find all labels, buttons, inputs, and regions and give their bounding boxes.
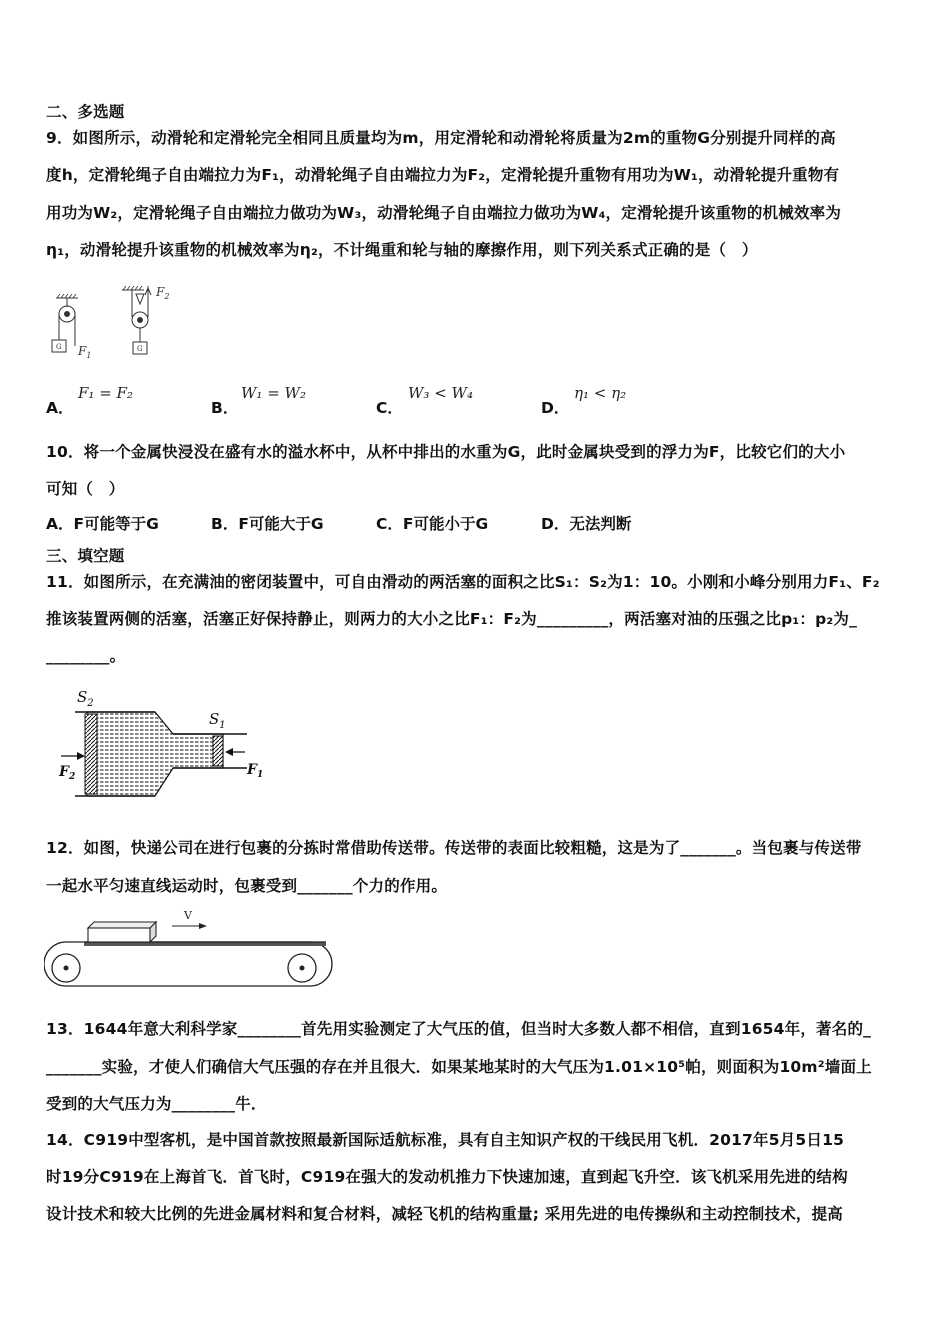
q9-option-c-formula: W₃ < W₄ (408, 384, 473, 402)
q11-force-label-f1: $F_1$ (247, 762, 264, 780)
q9-force-label-f1: $F_1$ (78, 344, 92, 360)
q9-option-d-letter: D． (541, 399, 570, 417)
q9-option-b-formula: W₁ = W₂ (241, 384, 306, 402)
q9-force-label-f2: $F_2$ (156, 285, 170, 301)
q11-force-label-f2: $F_2$ (59, 764, 76, 782)
q10-line-1: 10．将一个金属快浸没在盛有水的溢水杯中，从杯中排出的水重为G，此时金属块受到的浮力为F，比较它们的大小 (46, 443, 846, 461)
q12-conveyor-figure (44, 906, 334, 992)
q11-area-label-s1: $S_1$ (209, 710, 226, 731)
q9-line-1: 9．如图所示，动滑轮和定滑轮完全相同且质量均为m，用定滑轮和动滑轮将质量为2m的重物G分别提升同样的高 (46, 129, 836, 147)
q9-line-2: 度h，定滑轮绳子自由端拉力为F₁，动滑轮绳子自由端拉力为F₂，定滑轮提升重物有用功为W₁，动滑轮提升重物有 (46, 166, 840, 184)
q11-line-2: 推该装置两侧的活塞，活塞正好保持静止，则两力的大小之比F₁：F₂为_________，两活塞对油的压强之比p₁：p₂为_ (46, 610, 858, 628)
q12-line-1: 12．如图，快递公司在进行包裹的分拣时常借助传送带。传送带的表面比较粗糙，这是为了_______。当包裹与传送带 (46, 839, 862, 857)
movable-pulley-diagram (122, 286, 151, 354)
q9-line-3: 用功为W₂，定滑轮绳子自由端拉力做功为W₃，动滑轮绳子自由端拉力做功为W₄，定滑轮提升该重物的机械效率为 (46, 204, 842, 222)
q10-option-a[interactable]: A．F可能等于G (46, 515, 159, 533)
q9-option-d[interactable] (541, 396, 569, 418)
q9-pulley-figure (44, 282, 194, 362)
q9-option-b[interactable] (211, 396, 238, 418)
q13-line-3: 受到的大气压力为________牛． (46, 1095, 267, 1113)
q9-option-a-letter: A． (46, 399, 74, 417)
q9-option-a[interactable] (46, 396, 74, 418)
q11-line-3: ________。 (46, 647, 126, 665)
q12-line-2: 一起水平匀速直线运动时，包裹受到_______个力的作用。 (46, 877, 448, 895)
q10-option-d[interactable]: D．无法判断 (541, 515, 632, 533)
q14-line-1: 14．C919中型客机，是中国首款按照最新国际适航标准，具有自主知识产权的干线民用飞机．2017年5月5日15 (46, 1131, 845, 1149)
q9-weight-label-2: G (137, 345, 143, 353)
section-heading-multi-choice: 二、多选题 (46, 103, 125, 121)
q13-line-2: _______实验，才使人们确信大气压强的存在并且很大．如果某地某时的大气压为1.01×10⁵帕，则面积为10m²墙面上 (46, 1058, 872, 1076)
q11-hydraulic-figure (55, 684, 275, 804)
q9-weight-label-1: G (56, 343, 62, 351)
q9-option-d-formula: η₁ < η₂ (574, 384, 627, 402)
q10-option-c[interactable]: C．F可能小于G (376, 515, 489, 533)
q10-line-2: 可知（ ） (46, 480, 125, 498)
q9-option-c-letter: C． (376, 399, 403, 417)
q9-option-c[interactable] (376, 396, 403, 418)
q11-line-1: 11．如图所示，在充满油的密闭装置中，可自由滑动的两活塞的面积之比S₁：S₂为1：10。小刚和小峰分别用力F₁、F₂ (46, 573, 880, 591)
q9-option-a-formula: F₁ = F₂ (78, 384, 133, 402)
q10-option-b[interactable]: B．F可能大于G (211, 515, 324, 533)
q13-line-1: 13．1644年意大利科学家________首先用实验测定了大气压的值，但当时大多数人都不相信，直到1654年，著名的_ (46, 1020, 872, 1038)
q14-line-3: 设计技术和较大比例的先进金属材料和复合材料，减轻飞机的结构重量; 采用先进的电传操纵和主动控制技术，提高 (46, 1205, 843, 1223)
q9-option-b-letter: B． (211, 399, 239, 417)
section-heading-fill-blank: 三、填空题 (46, 547, 125, 565)
q12-velocity-label: V (184, 909, 192, 922)
q14-line-2: 时19分C919在上海首飞．首飞时，C919在强大的发动机推力下快速加速，直到起飞升空．该飞机采用先进的结构 (46, 1168, 848, 1186)
q11-area-label-s2: $S_2$ (77, 688, 94, 709)
q9-line-4: η₁，动滑轮提升该重物的机械效率为η₂，不计绳重和轮与轴的摩擦作用，则下列关系式正确的是（ ） (46, 241, 758, 259)
